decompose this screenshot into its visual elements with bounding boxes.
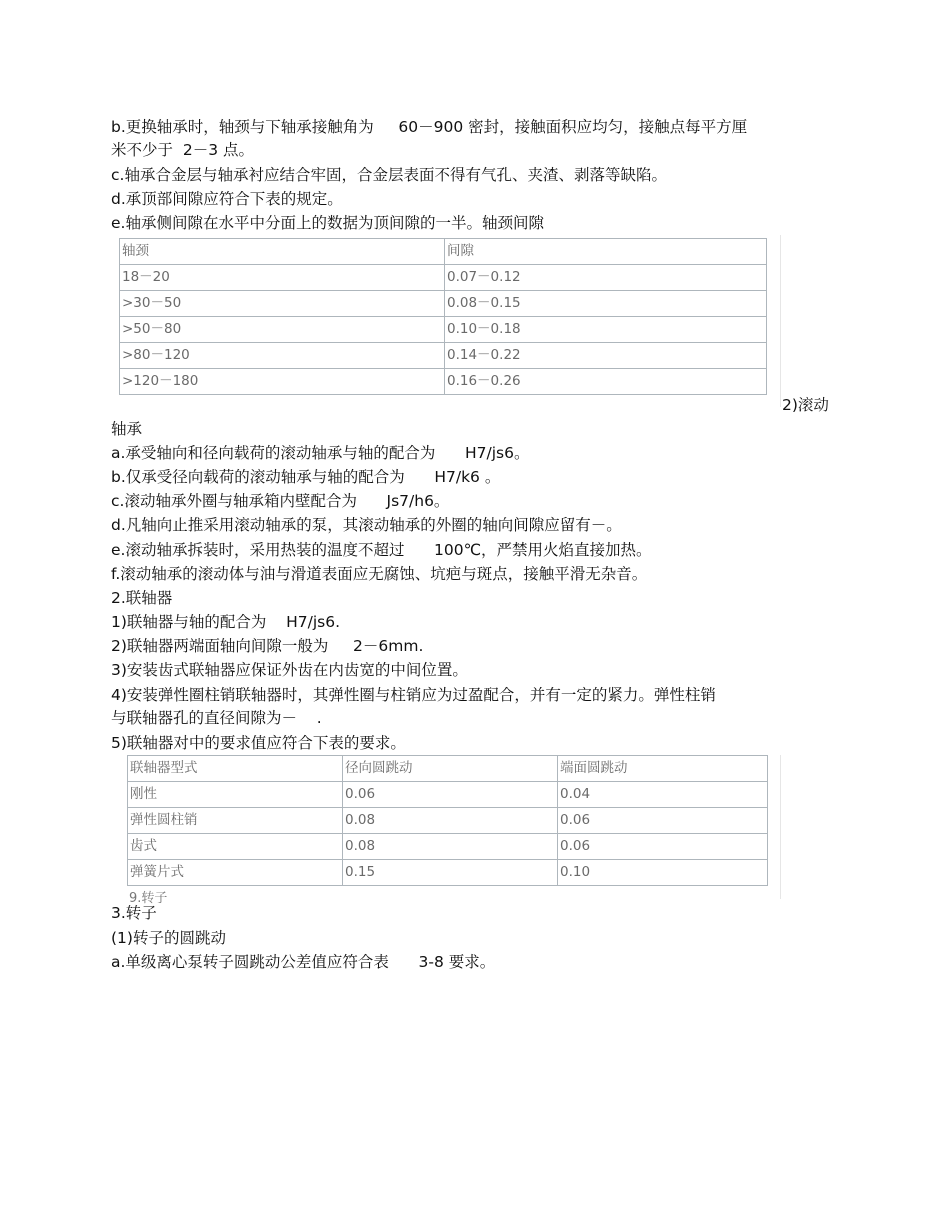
table-row [120, 369, 767, 395]
table-cell: 0.04 [558, 782, 768, 808]
table-cell: 刚性 [128, 782, 343, 808]
table-header-cell: 联轴器型式 [128, 756, 343, 782]
table-cell: 0.10－0.18 [445, 317, 767, 343]
table-header-cell: 径向圆跳动 [343, 756, 558, 782]
table-row [128, 860, 768, 886]
text-line-tail: 2)滚动 [782, 396, 829, 414]
table-header-row [128, 756, 768, 782]
text-line: 4)安装弹性圈柱销联轴器时，其弹性圈与柱销应为过盈配合，并有一定的紧力。弹性柱销 [111, 686, 716, 704]
table-cell: 0.10 [558, 860, 768, 886]
table-header-cell: 间隙 [445, 239, 767, 265]
coupling-alignment-table-image [113, 755, 781, 906]
table-cell: 弹簧片式 [128, 860, 343, 886]
table-cell: 0.06 [558, 808, 768, 834]
text-line: 5)联轴器对中的要求值应符合下表的要求。 [111, 734, 406, 752]
table-row [128, 782, 768, 808]
text-line: 轴承 [111, 420, 143, 438]
coupling-alignment-table [127, 755, 768, 886]
table-cell: 0.15 [343, 860, 558, 886]
table-cell: 齿式 [128, 834, 343, 860]
text-line: 3)安装齿式联轴器应保证外齿在内齿宽的中间位置。 [111, 661, 468, 679]
text-line: c.轴承合金层与轴承衬应结合牢固，合金层表面不得有气孔、夹渣、剥落等缺陷。 [111, 166, 667, 184]
table-cell: >80－120 [120, 343, 445, 369]
table-header-cell: 轴颈 [120, 239, 445, 265]
text-line: 1)联轴器与轴的配合为 H7/js6. [111, 613, 341, 631]
table-cell: 0.07－0.12 [445, 265, 767, 291]
text-line: b.更换轴承时，轴颈与下轴承接触角为 60－900 密封，接触面积应均匀，接触点每平方厘 [111, 118, 748, 136]
table-cell: 0.08 [343, 834, 558, 860]
table-cell: >30－50 [120, 291, 445, 317]
table-row [120, 343, 767, 369]
text-line: 与联轴器孔的直径间隙为－ . [111, 709, 322, 727]
text-line: 米不少于 2－3 点。 [111, 141, 255, 159]
table-cell: >120－180 [120, 369, 445, 395]
text-line: d.承顶部间隙应符合下表的规定。 [111, 190, 343, 208]
text-line: e.滚动轴承拆装时，采用热装的温度不超过 100℃，严禁用火焰直接加热。 [111, 541, 652, 559]
text-line: 2)联轴器两端面轴向间隙一般为 2－6mm. [111, 637, 424, 655]
text-line: f.滚动轴承的滚动体与油与滑道表面应无腐蚀、坑疤与斑点，接触平滑无杂音。 [111, 565, 648, 583]
table-row [128, 834, 768, 860]
table-cell: 18－20 [120, 265, 445, 291]
text-line: a.单级离心泵转子圆跳动公差值应符合表 3-8 要求。 [111, 953, 496, 971]
text-line: c.滚动轴承外圈与轴承箱内壁配合为 Js7/h6。 [111, 492, 450, 510]
table-header-row [120, 239, 767, 265]
text-line: e.轴承侧间隙在水平中分面上的数据为顶间隙的一半。轴颈间隙 [111, 214, 544, 232]
table-row [120, 291, 767, 317]
bearing-clearance-table [119, 238, 767, 395]
bearing-clearance-table-image [113, 235, 781, 407]
table-cell: 0.08 [343, 808, 558, 834]
section-heading: 2.联轴器 [111, 589, 173, 607]
table-cell: 0.06 [343, 782, 558, 808]
table-cell: 0.08－0.15 [445, 291, 767, 317]
clipped-row-text: 9.转子 [129, 891, 168, 906]
table-cell: 0.16－0.26 [445, 369, 767, 395]
table-cell: 0.14－0.22 [445, 343, 767, 369]
section-heading: 3.转子 [111, 904, 157, 922]
table-cell: >50－80 [120, 317, 445, 343]
text-line: d.凡轴向止推采用滚动轴承的泵，其滚动轴承的外圈的轴向间隙应留有－。 [111, 516, 622, 534]
text-line: b.仅承受径向载荷的滚动轴承与轴的配合为 H7/k6 。 [111, 468, 501, 486]
table-row [120, 265, 767, 291]
text-line: a.承受轴向和径向载荷的滚动轴承与轴的配合为 H7/js6。 [111, 444, 530, 462]
table-row [120, 317, 767, 343]
table-header-cell: 端面圆跳动 [558, 756, 768, 782]
table-cell: 弹性圆柱销 [128, 808, 343, 834]
text-line: (1)转子的圆跳动 [111, 929, 226, 947]
table-cell: 0.06 [558, 834, 768, 860]
table-row [128, 808, 768, 834]
